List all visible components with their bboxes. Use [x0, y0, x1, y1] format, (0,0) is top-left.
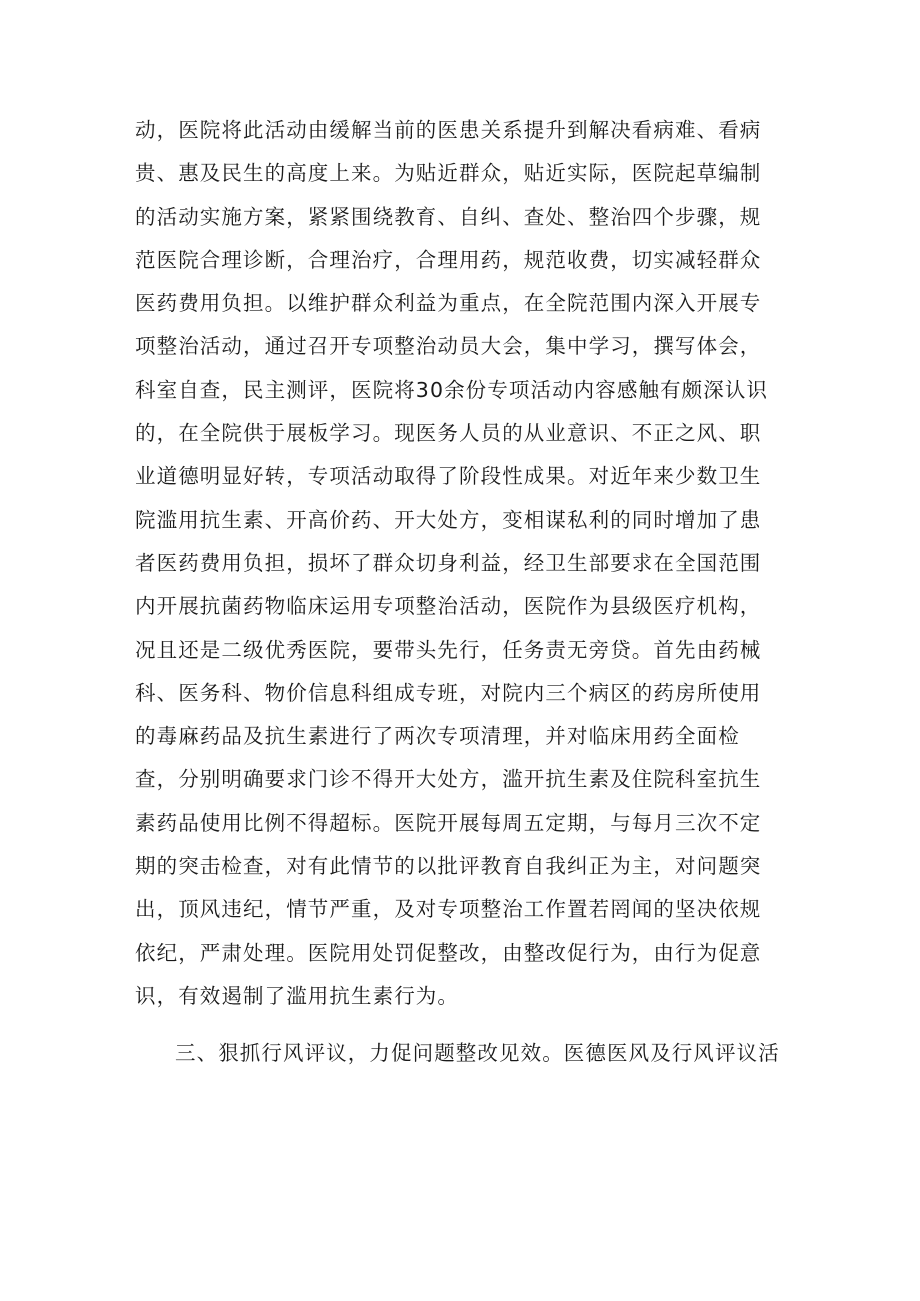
text-line: 的活动实施方案，紧紧围绕教育、自纠、查处、整治四个步骤，规 [135, 204, 762, 229]
text-line: 者医药费用负担，损坏了群众切身利益，经卫生部要求在全国范围 [135, 550, 762, 575]
text-line: 贵、惠及民生的高度上来。为贴近群众，贴近实际，医院起草编制 [135, 161, 762, 186]
text-line: 内开展抗菌药物临床运用专项整治活动，医院作为县级医疗机构， [135, 594, 762, 619]
text-line: 依纪，严肃处理。医院用处罚促整改，由整改促行为，由行为促意 [135, 940, 762, 965]
text-line: 科室自查，民主测评，医院将30余份专项活动内容感触有颇深认识 [135, 377, 769, 402]
text-line: 识，有效遏制了滥用抗生素行为。 [135, 983, 459, 1008]
text-line: 期的突击检查，对有此情节的以批评教育自我纠正为主，对问题突 [135, 854, 762, 879]
text-line: 业道德明显好转，专项活动取得了阶段性成果。对近年来少数卫生 [135, 464, 762, 489]
text-line: 院滥用抗生素、开高价药、开大处方，变相谋私利的同时增加了患 [135, 507, 762, 532]
text-line: 项整治活动，通过召开专项整治动员大会，集中学习，撰写体会， [135, 334, 762, 359]
document-body [135, 112, 785, 1079]
section-heading-line: 三、狠抓行风评议，力促问题整改见效。医德医风及行风评议活 [175, 1041, 780, 1066]
text-line: 况且还是二级优秀医院，要带头先行，任务责无旁贷。首先由药械 [135, 637, 762, 662]
text-line: 出，顶风违纪，情节严重，及对专项整治工作置若罔闻的坚决依规 [135, 897, 762, 922]
text-line: 的，在全院供于展板学习。现医务人员的从业意识、不正之风、职 [135, 421, 762, 446]
text-line: 的毒麻药品及抗生素进行了两次专项清理，并对临床用药全面检 [135, 724, 740, 749]
text-line: 范医院合理诊断，合理治疗，合理用药，规范收费，切实减轻群众 [135, 247, 762, 272]
paragraph-gap [135, 1021, 785, 1035]
text-line: 科、医务科、物价信息科组成专班，对院内三个病区的药房所使用 [135, 680, 762, 705]
text-line: 素药品使用比例不得超标。医院开展每周五定期，与每月三次不定 [135, 810, 762, 835]
text-line: 医药费用负担。以维护群众利益为重点，在全院范围内深入开展专 [135, 291, 762, 316]
text-line: 查，分别明确要求门诊不得开大处方，滥开抗生素及住院科室抗生 [135, 767, 762, 792]
text-line: 动，医院将此活动由缓解当前的医患关系提升到解决看病难、看病 [135, 118, 762, 142]
